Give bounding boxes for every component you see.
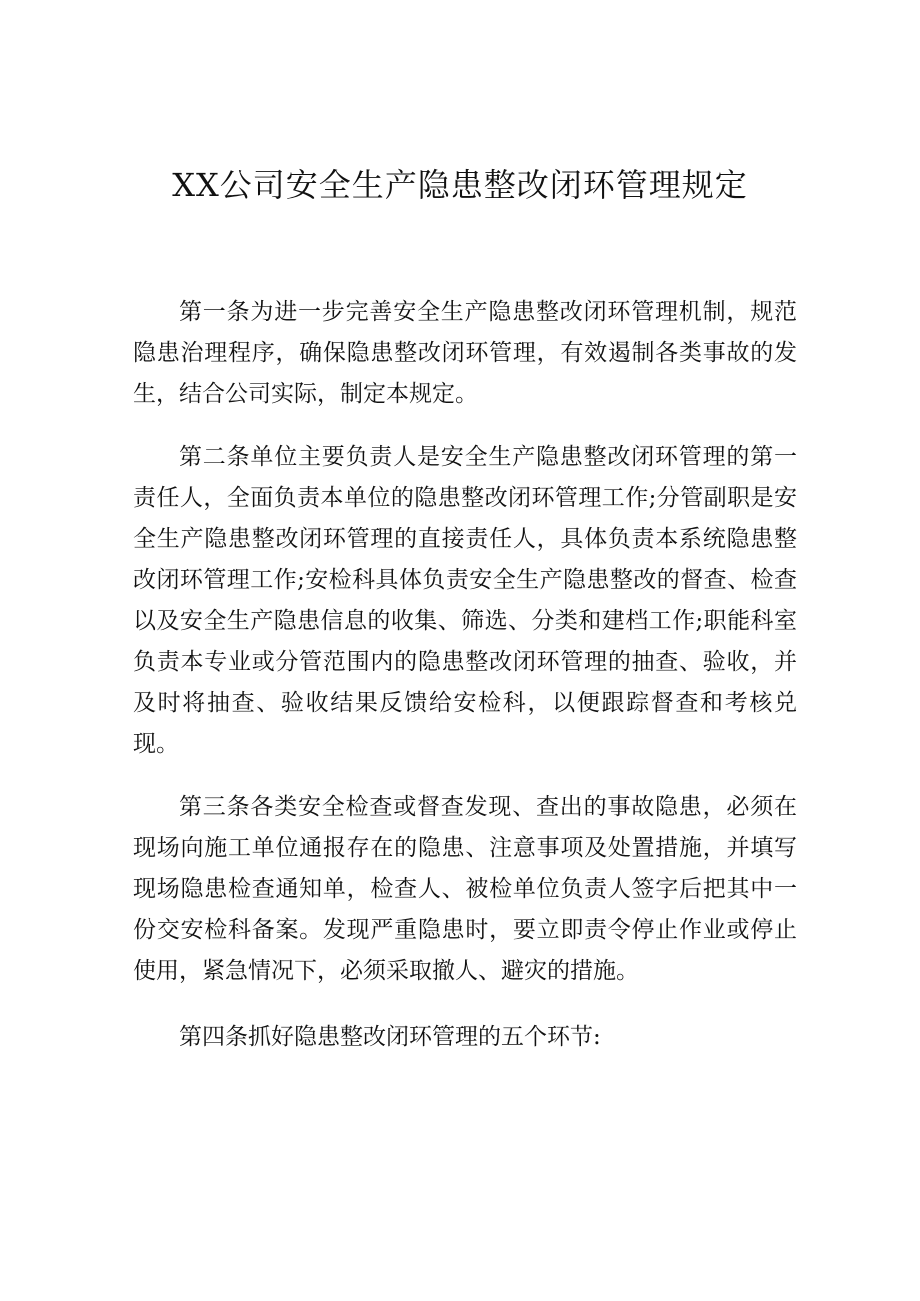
document-body bbox=[133, 292, 797, 1080]
article-2-paragraph: 第二条单位主要负责人是安全生产隐患整改闭环管理的第一责任人，全面负责本单位的隐患整改闭环管理工作;分管副职是安全生产隐患整改闭环管理的直接责任人，具体负责本系统隐患整改闭环管理工作;安检科具体负责安全生产隐患整改的督查、检查以及安全生产隐患信息的收集、筛选、分类和建档工作;职能科室负责本专业或分管范围内的隐患整改闭环管理的抽查、验收，并及时将抽查、验收结果反馈给安检科，以便跟踪督查和考核兑现。 bbox=[133, 444, 797, 757]
article-3-paragraph: 第三条各类安全检查或督查发现、查出的事故隐患，必须在现场向施工单位通报存在的隐患、注意事项及处置措施，并填写现场隐患检查通知单，检查人、被检单位负责人签字后把其中一份交安检科备案。发现严重隐患时，要立即责令停止作业或停止使用，紧急情况下，必须采取撤人、避灾的措施。 bbox=[133, 794, 797, 984]
article-1-paragraph: 第一条为进一步完善安全生产隐患整改闭环管理机制，规范隐患治理程序，确保隐患整改闭环管理，有效遏制各类事故的发生，结合公司实际，制定本规定。 bbox=[133, 299, 797, 407]
article-4-paragraph: 第四条抓好隐患整改闭环管理的五个环节: bbox=[179, 1024, 601, 1050]
document-title: XX公司安全生产隐患整改闭环管理规定 bbox=[172, 166, 748, 204]
